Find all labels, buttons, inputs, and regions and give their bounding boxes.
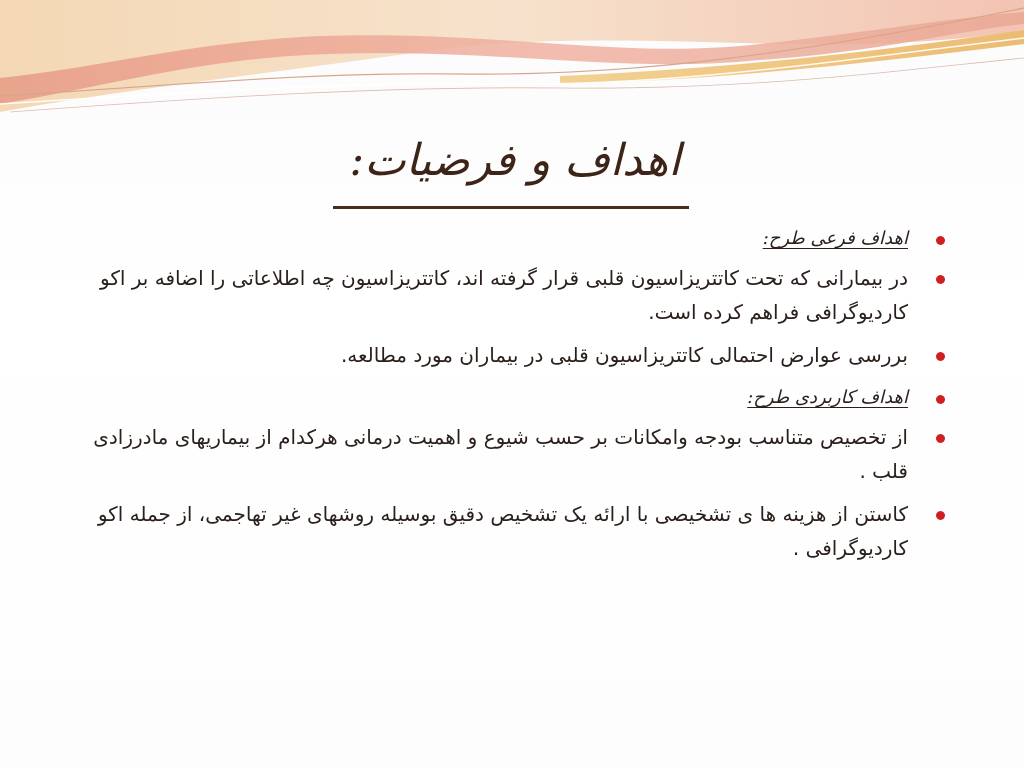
subheading-applied-goals: [68, 381, 908, 420]
slide-title: اهداف و فرضیات:: [349, 135, 681, 186]
item-text: بررسی عوارض احتمالی کاتتریزاسیون قلبی در بیماران مورد مطالعه.: [340, 343, 908, 367]
list-item: [68, 420, 908, 497]
bullet-dot: [936, 275, 945, 284]
decorative-header-waves: [0, 0, 1024, 130]
title-underline: [333, 206, 689, 209]
item-text: اهداف کاربردی طرح:: [747, 387, 908, 408]
item-text: کاستن از هزینه ها ی تشخیصی با ارائه یک تشخیص دقیق بوسیله روشهای غیر تهاجمی، از جمله اکو کاردیوگرافی .: [97, 502, 908, 560]
bullet-dot: [936, 352, 945, 361]
list-item: [68, 497, 908, 574]
item-text: اهداف فرعی طرح:: [762, 228, 908, 249]
content-list: [0, 222, 1024, 574]
bullet-dot: [936, 236, 945, 245]
bullet-dot: [936, 395, 945, 404]
list-item: [68, 261, 908, 338]
list-item: [68, 338, 908, 381]
item-text: از تخصیص متناسب بودجه وامکانات بر حسب شیوع و اهمیت درمانی هرکدام از بیماریهای مادرزادی قلب .: [93, 425, 908, 483]
subheading-secondary-goals: [68, 222, 908, 261]
item-text: در بیمارانی که تحت کاتتریزاسیون قلبی قرار گرفته اند، کاتتریزاسیون چه اطلاعاتی را اضافه بر اکو کاردیوگرافی فراهم کرده است.: [100, 266, 908, 324]
bullet-dot: [936, 511, 945, 520]
bullet-dot: [936, 434, 945, 443]
